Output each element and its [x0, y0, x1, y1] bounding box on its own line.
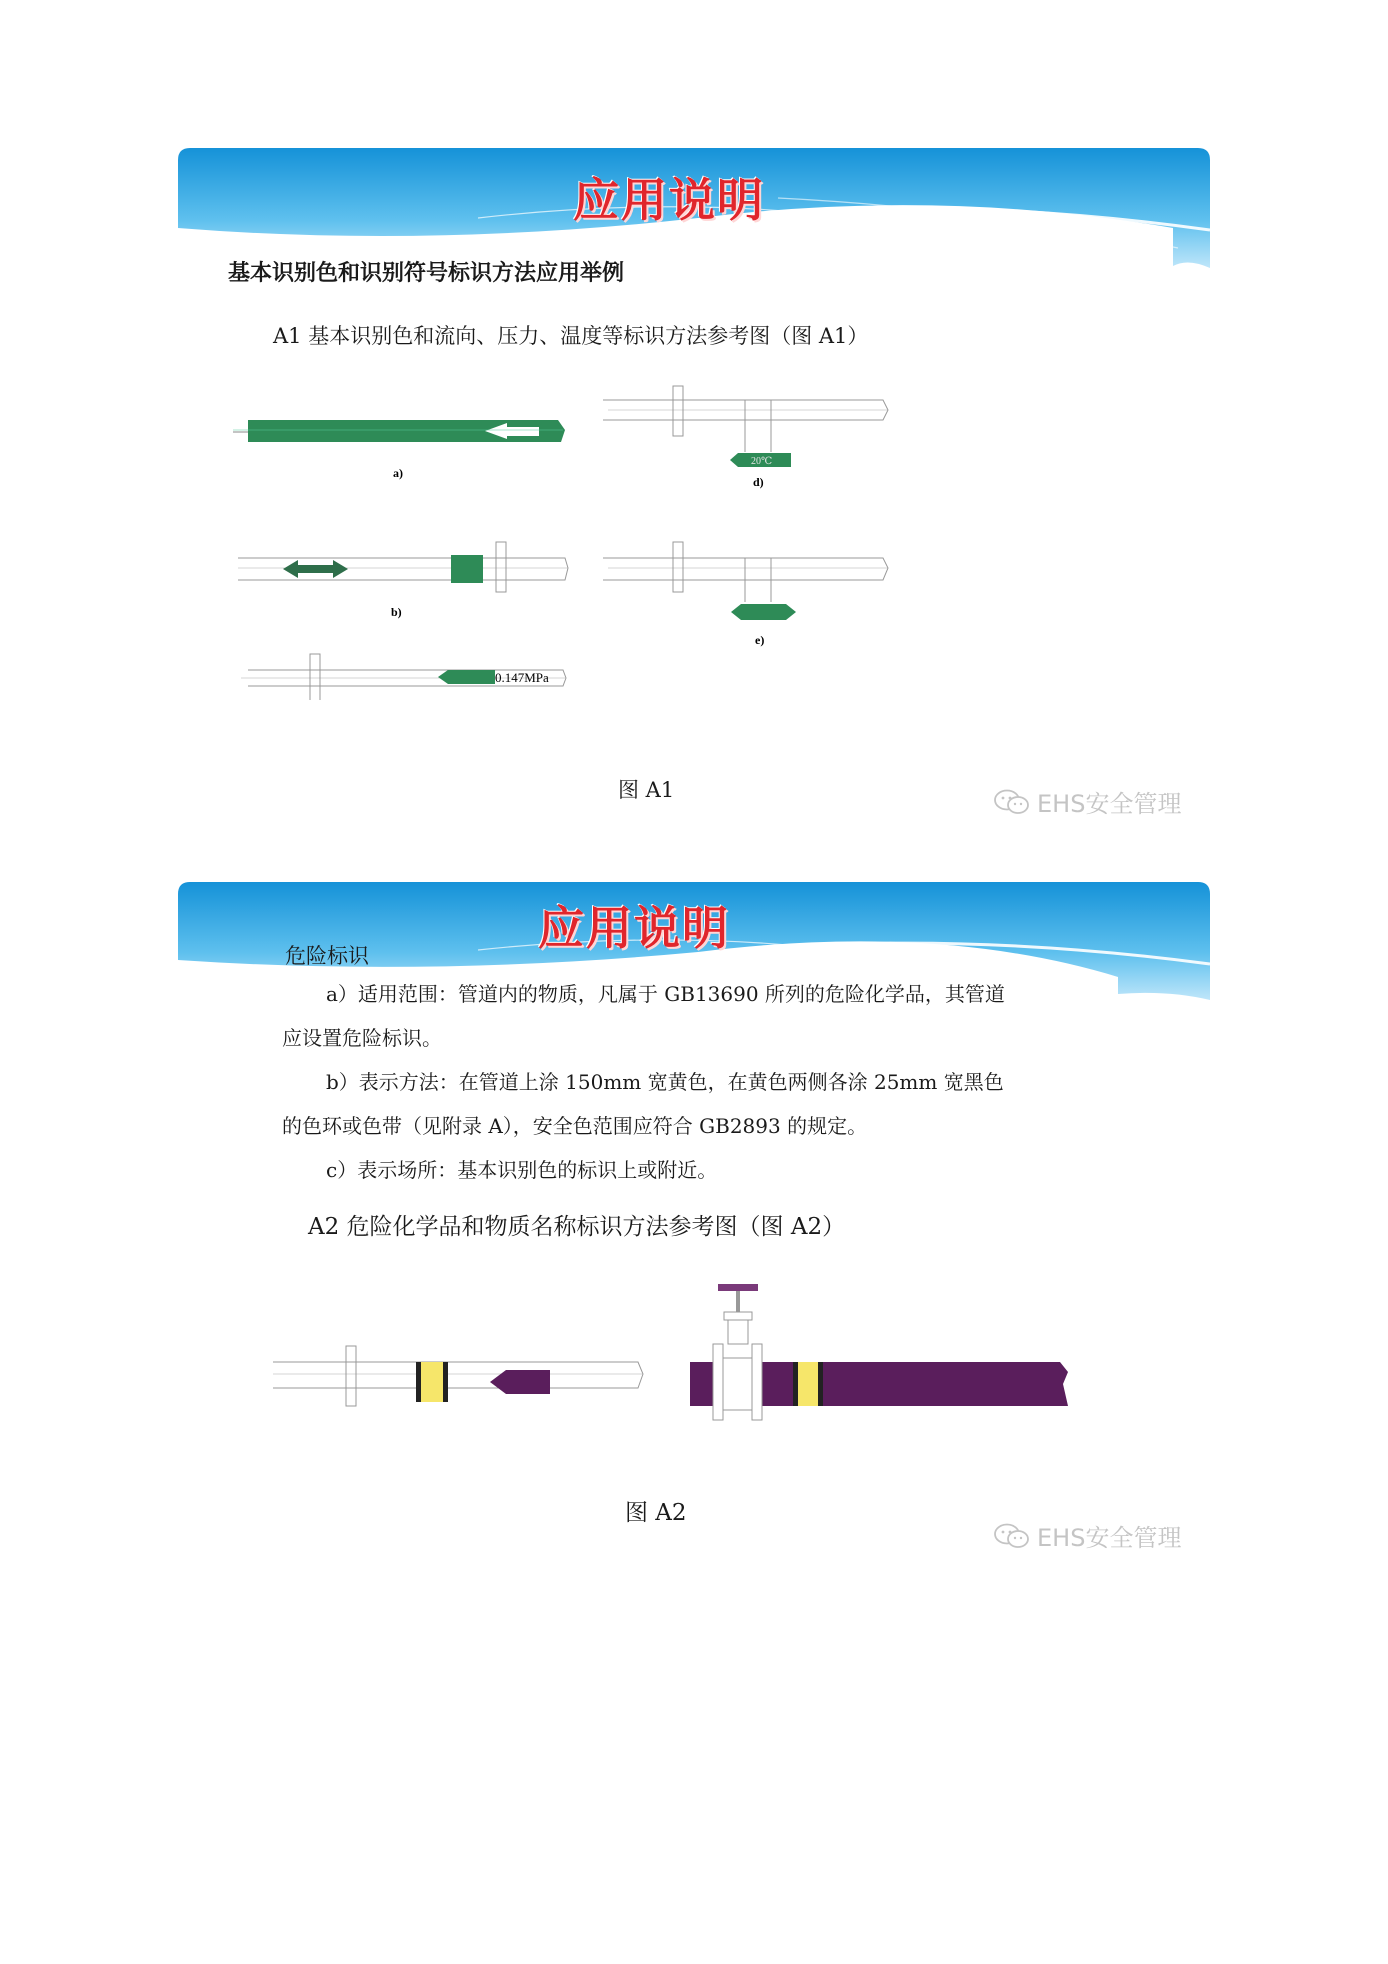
label-a: a): [393, 466, 403, 480]
pipe-b: [238, 542, 568, 592]
watermark: [993, 784, 1181, 819]
paragraph-a-line1: a）适用范围：管道内的物质，凡属于 GB13690 所列的危险化学品，其管道: [326, 982, 1005, 1006]
paragraph-b-line2: 的色环或色带（见附录 A），安全色范围应符合 GB2893 的规定。: [282, 1114, 868, 1138]
pipe-e: [603, 542, 888, 620]
figure-label: 图 A2: [625, 1500, 687, 1526]
label-pressure: 0.147MPa: [495, 670, 549, 685]
banner-title: 应用说明: [573, 173, 765, 227]
paragraph-b-line1: b）表示方法：在管道上涂 150mm 宽黄色，在黄色两侧各涂 25mm 宽黑色: [326, 1070, 1004, 1094]
wechat-icon: [993, 1522, 1031, 1550]
label-d: d): [753, 475, 764, 489]
label-temp: 20℃: [751, 456, 773, 467]
figure-caption-line: A2 危险化学品和物质名称标识方法参考图（图 A2）: [308, 1214, 846, 1240]
label-e: e): [755, 633, 765, 647]
pipe-hazard-right: [690, 1284, 1068, 1420]
wechat-icon: [993, 788, 1031, 816]
slide-panel-1: [178, 148, 1210, 838]
banner-title: 应用说明: [538, 901, 730, 955]
paragraph-a-line2: 应设置危险标识。: [282, 1026, 442, 1050]
figure-a1: [233, 380, 1133, 700]
watermark-text: EHS安全管理: [1037, 1524, 1182, 1552]
slide-panel-2: [178, 882, 1210, 1572]
pipe-hazard-left: [273, 1346, 643, 1406]
watermark-text: EHS安全管理: [1037, 790, 1182, 818]
watermark: [993, 1518, 1181, 1553]
subheading: 基本识别色和识别符号标识方法应用举例: [228, 260, 625, 286]
pipe-d: [603, 386, 888, 467]
pipe-a: [233, 420, 565, 442]
figure-a2: [268, 1282, 1088, 1462]
label-b: b): [391, 605, 402, 619]
figure-label: 图 A1: [618, 778, 675, 802]
section-title: 危险标识: [285, 944, 369, 968]
figure-caption-line: A1 基本识别色和流向、压力、温度等标识方法参考图（图 A1）: [273, 324, 869, 348]
paragraph-c: c）表示场所：基本识别色的标识上或附近。: [326, 1158, 718, 1182]
